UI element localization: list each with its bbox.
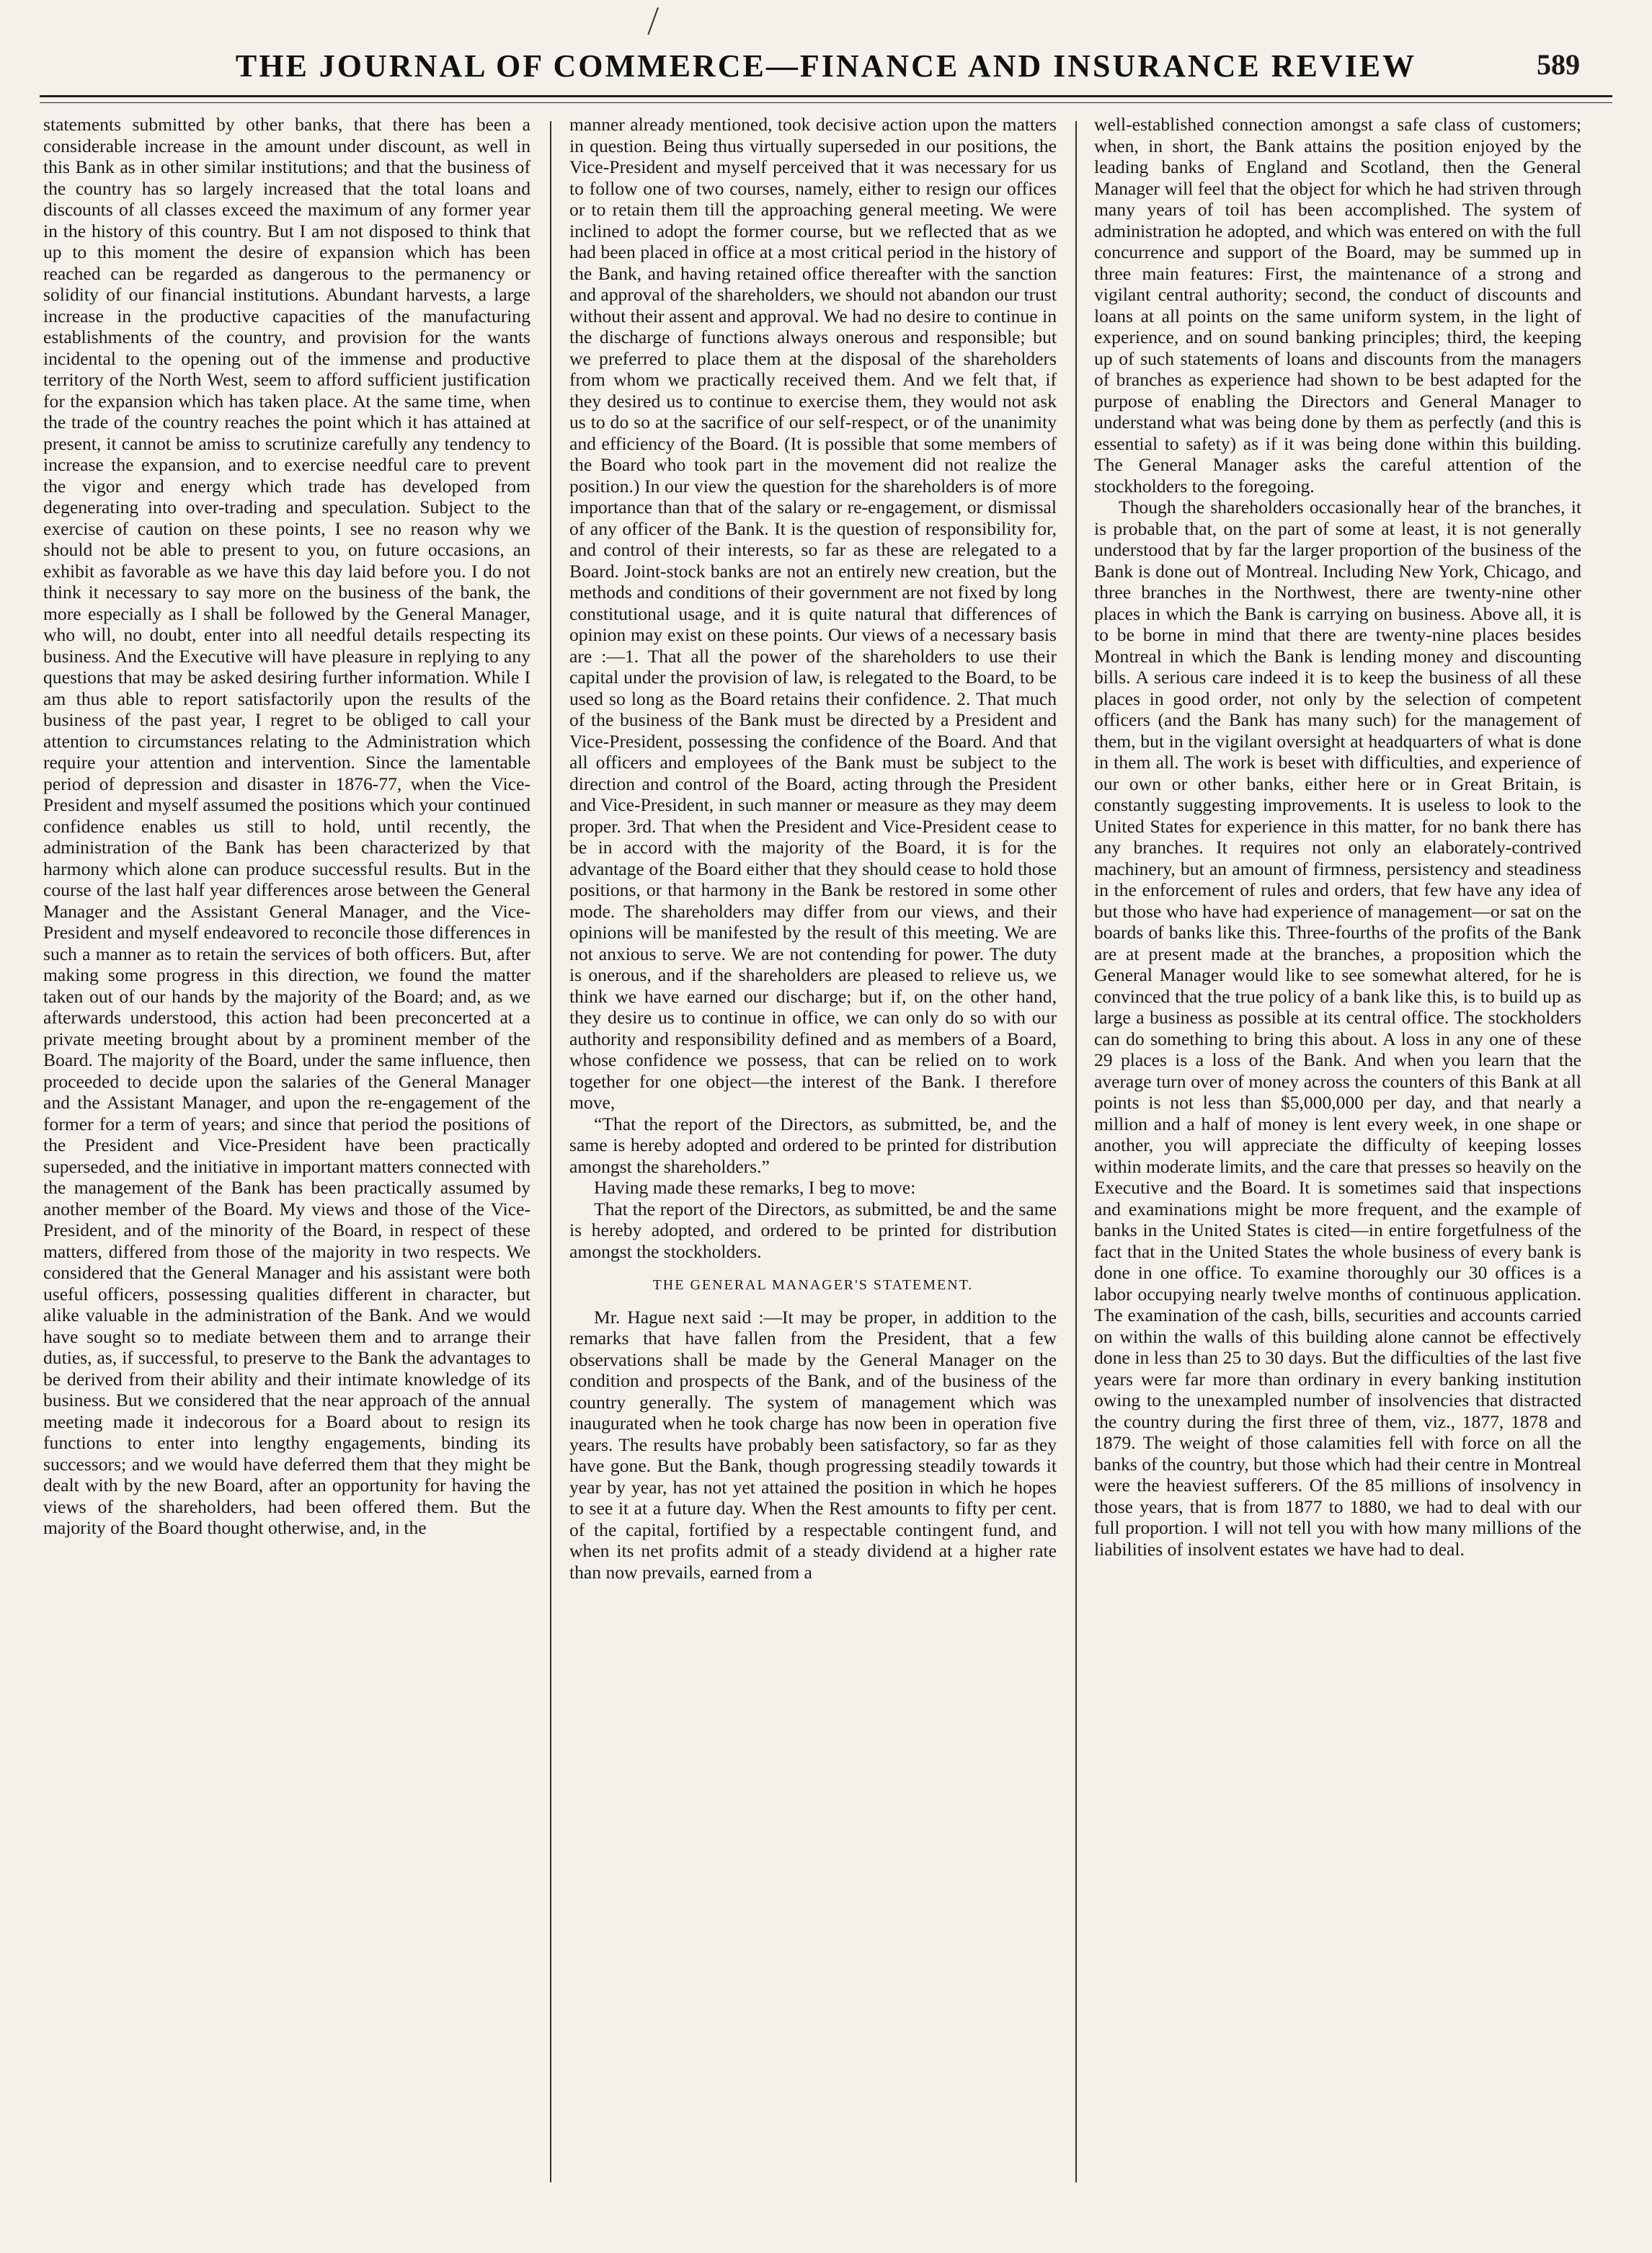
paragraph: manner already mentioned, took decisive action upon the matters in question. Being thus virtually superseded in our positions, the Vice-President and myself perceived that it was necessary for us to follow one of two courses, namely, either to resign our offices or to retain them till the approaching general meeting. We were inclined to adopt the former course, but we reflected that as we had been placed in office at a most critical period in the history of the Bank, and having retained office thereafter with the sanction and approval of the shareholders, we should not abandon our trust without their assent and approval. We had no desire to continue in the discharge of functions always onerous and responsible; but we preferred to place them at the disposal of the shareholders from whom we practically received them. And we felt that, if they desired us to continue to exercise them, they would not ask us to do so at the sacrifice of our self-respect, or of the unanimity and efficiency of the Board. (It is possible that some members of the Board who took part in the movement did not realize the position.) In our view the question for the shareholders is of more importance than that of the salary or re-engagement, or dismissal of any officer of the Bank. It is the question of responsibility for, and control of their interests, so far as these are relegated to a Board. Joint-stock banks are not an entirely new creation, but the methods and conditions of their government are not fixed by long constitutional usage, and it is quite natural that differences of opinion may exist on these points. Our views of a necessary basis are :—1. That all the power of the shareholders to use their capital under the provision of law, is relegated to the Board, to be used so long as the Board retains their confidence. 2. That much of the business of the Bank must be directed by a President and Vice-President, possessing the confidence of the Board. And that all officers and employees of the Bank must be subject to the direction and control of the Board, acting through the President and Vice-President, in such manner or measure as they may deem proper. 3rd. That when the President and Vice-President cease to be in accord with the majority of the Board, it is for the advantage of the Board either that they should cease to hold those positions, or that harmony in the Bank be restored in some other mode. The shareholders may differ from our views, and their opinions will be manifested by the result of this meeting. We are not anxious to serve. We are not contending for power. The duty is onerous, and if the shareholders are pleased to relieve us, we think we have earned our discharge; but if, on the other hand, they desire us to continue in office, we can only do so with our authority and responsibility defined and as members of a Board, whose confidence we possess, that can be relied on to work together for one object—the interest of the Bank. I therefore move, bbox=[569, 114, 1057, 1113]
paragraph: Though the shareholders occasionally hear of the branches, it is probable that, on the part of some at least, it is not generally understood that by far the larger proportion of the business of the Bank is done out of Montreal. Including New York, Chicago, and three branches in the Northwest, there are twenty-nine other places in which the Bank is carrying on business. Above all, it is to be borne in mind that there are twenty-nine places besides Montreal in which the Bank is lending money and discounting bills. A serious care indeed it is to keep the business of all these places in good order, not only by the selection of competent officers (and the Bank has many such) for the management of them, but in the vigilant oversight at headquarters of what is done in them all. The work is beset with difficulties, and experience of our own or other banks, either here or in Great Britain, is constantly suggesting improvements. It is useless to look to the United States for experience in this matter, for no bank there has any branches. It requires not only an elaborately-contrived machinery, but an amount of firmness, persistency and steadiness in the enforcement of rules and orders, that few have any idea of but those who have had experience of management—or sat on the boards of banks like this. Three-fourths of the profits of the Bank are at present made at the branches, a proposition which the General Manager would like to see somewhat altered, for he is convinced that the true policy of a bank like this, is to build up as large a business as possible at its central office. The stockholders can do something to bring this about. A loss in any one of these 29 places is a loss of the Bank. And when you learn that the average turn over of money across the counters of this Bank at all points is not less than $5,000,000 per day, and that nearly a million and a half of money is lent every week, in one shape or another, you will appreciate the difficulty of keeping losses within moderate limits, and the care that presses so heavily on the Executive and the Board. It is sometimes said that inspections and examinations might be more frequent, and the example of banks in the United States is cited—in entire forgetfulness of the fact that in the United States the whole business of every bank is done in one office. To examine thoroughly our 30 offices is a labor occupying nearly twelve months of continuous application. The examination of the cash, bills, securities and accounts carried on within the walls of this building alone cannot be effectively done in less than 25 to 30 days. But the difficulties of the last five years were far more than ordinary in every banking institution owing to the unexampled number of insolvencies that distracted the country during the first three of them, viz., 1877, 1878 and 1879. The weight of those calamities fell with force on all the banks of the country, but those which had their centre in Montreal were the heaviest sufferers. Of the 85 millions of insolvency in those years, that is from 1877 to 1880, we had to deal with our full proportion. I will not tell you with how many millions of the liabilities of insolvent estates we have had to deal. bbox=[1094, 497, 1581, 1560]
column-divider bbox=[550, 121, 551, 2182]
paragraph: Mr. Hague next said :—It may be proper, in addition to the remarks that have fallen from the President, that a few observations shall be made by the General Manager on the condition and prospects of the Bank, and of the business of the country generally. The system of management which was inaugurated when he took charge has now been in operation five years. The results have probably been satisfactory, so far as they have gone. But the Bank, though progressing steadily towards it year by year, has not yet attained the position in which he hopes to see it at a future day. When the Rest amounts to fifty per cent. of the capital, fortified by a respectable contingent fund, and when its net profits admit of a steady dividend at a higher rate than now prevails, earned from a bbox=[569, 1306, 1057, 1583]
paragraph: That the report of the Directors, as submitted, be and the same is hereby adopted, and ordered to be printed for distribution amongst the stockholders. bbox=[569, 1198, 1057, 1262]
paragraph: statements submitted by other banks, that there has been a considerable increase in the amount under discount, as well in this Bank as in other similar institutions; and that the business of the country has so largely increased that the total loans and discounts of all classes exceed the maximum of any former year in the history of this country. But I am not disposed to think that up to this moment the desire of expansion which has been reached can be regarded as dangerous to the permanency or solidity of our financial institutions. Abundant harvests, a large increase in the productive capacities of the manufacturing establishments of the country, and provision for the wants incidental to the opening out of the immense and productive territory of the North West, seem to afford sufficient justification for the expansion which has taken place. At the same time, when the trade of the country reaches the point which it has attained at present, it cannot be amiss to scrutinize carefully any tendency to increase the expansion, and to exercise needful care to prevent the vigor and energy which trade has developed from degenerating into over-trading and speculation. Subject to the exercise of caution on these points, I see no reason why we should not be able to present to you, on future occasions, an exhibit as favorable as we have this day laid before you. I do not think it necessary to say more on the business of the bank, the more especially as I shall be followed by the General Manager, who will, no doubt, enter into all needful details respecting its business. And the Executive will have pleasure in replying to any questions that may be asked desiring further information. While I am thus able to report satisfactorily upon the results of the business of the past year, I regret to be obliged to call your attention to circumstances relating to the Administration which require your attention and intervention. Since the lamentable period of depression and disaster in 1876-77, when the Vice-President and myself assumed the positions which your continued confidence enables us still to hold, until recently, the administration of the Bank has been characterized by that harmony which alone can produce successful results. But in the course of the last half year differences arose between the General Manager and the Assistant General Manager, and the Vice-President and myself endeavored to reconcile those differences in such a manner as to retain the services of both officers. But, after making some progress in this direction, we found the matter taken out of our hands by the majority of the Board; and, as we afterwards understood, this action had been preconcerted at a private meeting brought about by a prominent member of the Board. The majority of the Board, under the same influence, then proceeded to decide upon the salaries of the General Manager and the Assistant Manager, and upon the re-engagement of the former for a term of years; and since that period the positions of the President and Vice-President have been practically superseded, and the initiative in important matters connected with the management of the Bank has been practically assumed by another member of the Board. My views and those of the Vice-President, and of the minority of the Board, in respect of these matters, differed from those of the majority in two respects. We considered that the General Manager and his assistant were both useful officers, possessing qualities different in character, but alike valuable in the administration of the Bank. And we would have sought so to mediate between them and to arrange their duties, as, if successful, to preserve to the Bank the advantages to be derived from their ability and their intimate knowledge of its business. But we considered that the near approach of the annual meeting made it indecorous for a Board about to resign its functions to enter into lengthy engagements, binding its successors; and we would have deferred them that they might be dealt with by the new Board, after an opportunity for having the views of the shareholders, had been offered them. But the majority of the Board thought otherwise, and, in the bbox=[43, 114, 530, 1538]
article-columns bbox=[43, 114, 1609, 2190]
column-3 bbox=[1094, 114, 1581, 2190]
column-divider bbox=[1075, 121, 1077, 2182]
page-number: 589 bbox=[1537, 48, 1580, 81]
paragraph: Having made these remarks, I beg to move: bbox=[594, 1177, 916, 1198]
ink-mark bbox=[647, 7, 661, 36]
section-heading: THE GENERAL MANAGER'S STATEMENT. bbox=[652, 1277, 974, 1293]
journal-title: THE JOURNAL OF COMMERCE—FINANCE AND INSURANCE REVIEW bbox=[235, 48, 1417, 84]
header-rule bbox=[40, 95, 1612, 97]
header-rule-thin bbox=[40, 102, 1612, 103]
column-1 bbox=[43, 114, 530, 2190]
page-header bbox=[43, 42, 1609, 92]
column-2 bbox=[569, 114, 1057, 2190]
paragraph: well-established connection amongst a safe class of customers; when, in short, the Bank attains the position enjoyed by the leading banks of England and Scotland, then the General Manager will feel that the object for which he had striven through many years of toil has been accomplished. The system of administration he adopted, and which was entered on with the full concurrence and support of the Board, may be summed up in three main features: First, the maintenance of a strong and vigilant central authority; second, the conduct of discounts and loans at all points on the same uniform system, in the light of experience, and on sound banking principles; third, the keeping up of such statements of loans and discounts from the managers of branches as experience had shown to be best adapted for the purpose of enabling the Directors and General Manager to understand what was being done by them as perfectly (and this is essential to safety) as if it was being done within this building. The General Manager asks the careful attention of the stockholders to the foregoing. bbox=[1094, 114, 1581, 497]
motion-quote: “That the report of the Directors, as submitted, be, and the same is hereby adopted and ordered to be printed for distribution amongst the shareholders.” bbox=[569, 1113, 1057, 1177]
